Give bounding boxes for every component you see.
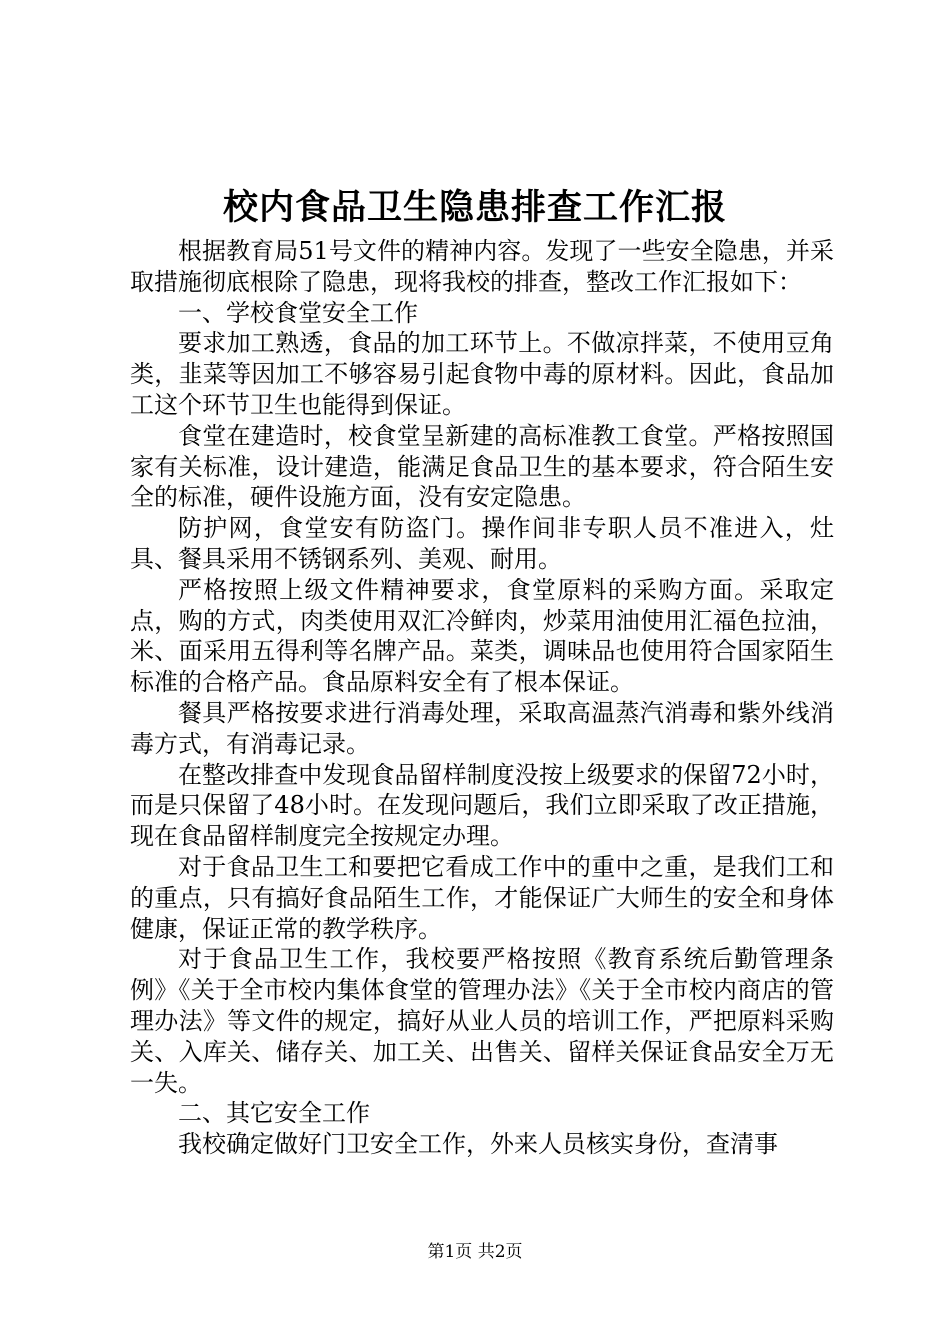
section-heading-other: 二、其它安全工作 xyxy=(178,1099,370,1128)
paragraph: 要求加工熟透，食品的加工环节上。不做凉拌菜，不使用豆角类，韭菜等因加工不够容易引起食物中毒的原材料。因此，食品加工这个环节卫生也能得到保证。 xyxy=(130,329,834,419)
paragraph: 食堂在建造时，校食堂呈新建的高标准教工食堂。严格按照国家有关标准，设计建造，能满足食品卫生的基本要求，符合陌生安全的标准，硬件设施方面，没有安定隐患。 xyxy=(130,421,834,512)
paragraph: 对于食品卫生工作，我校要严格按照《教育系统后勤管理条例》《关于全市校内集体食堂的管理办法》《关于全市校内商店的管理办法》等文件的规定，搞好从业人员的培训工作，严把原料采购关、入库关、储存关、加工关、出售关、留样关保证食品安全万无一失。 xyxy=(130,945,834,1097)
paragraph: 餐具严格按要求进行消毒处理，采取高温蒸汽消毒和紫外线消毒方式，有消毒记录。 xyxy=(130,698,834,758)
document-body xyxy=(130,236,834,1160)
paragraph: 对于食品卫生工和要把它看成工作中的重中之重，是我们工和的重点，只有搞好食品陌生工作，才能保证广大师生的安全和身体健康，保证正常的教学秩序。 xyxy=(130,852,834,943)
paragraph: 严格按照上级文件精神要求，食堂原料的采购方面。采取定点，购的方式，肉类使用双汇冷鲜肉，炒菜用油使用汇福色拉油，米、面采用五得利等名牌产品。菜类，调味品也使用符合国家陌生标准的合格产品。食品原料安全有了根本保证。 xyxy=(130,575,834,697)
page-number-footer: 第1页 共2页 xyxy=(427,1242,523,1262)
paragraph-intro: 根据教育局51号文件的精神内容。发现了一些安全隐患，并采取措施彻底根除了隐患，现将我校的排查，整改工作汇报如下： xyxy=(130,237,834,296)
paragraph: 在整改排查中发现食品留样制度没按上级要求的保留72小时，而是只保留了48小时。在发现问题后，我们立即采取了改正措施，现在食品留样制度完全按规定办理。 xyxy=(130,760,834,851)
paragraph: 防护网，食堂安有防盗门。操作间非专职人员不准进入，灶具、餐具采用不锈钢系列、美观、耐用。 xyxy=(130,514,834,573)
document-title: 校内食品卫生隐患排查工作汇报 xyxy=(222,187,727,228)
section-heading-canteen: 一、学校食堂安全工作 xyxy=(178,298,418,327)
paragraph: 我校确定做好门卫安全工作，外来人员核实身份，查清事 xyxy=(178,1130,778,1159)
